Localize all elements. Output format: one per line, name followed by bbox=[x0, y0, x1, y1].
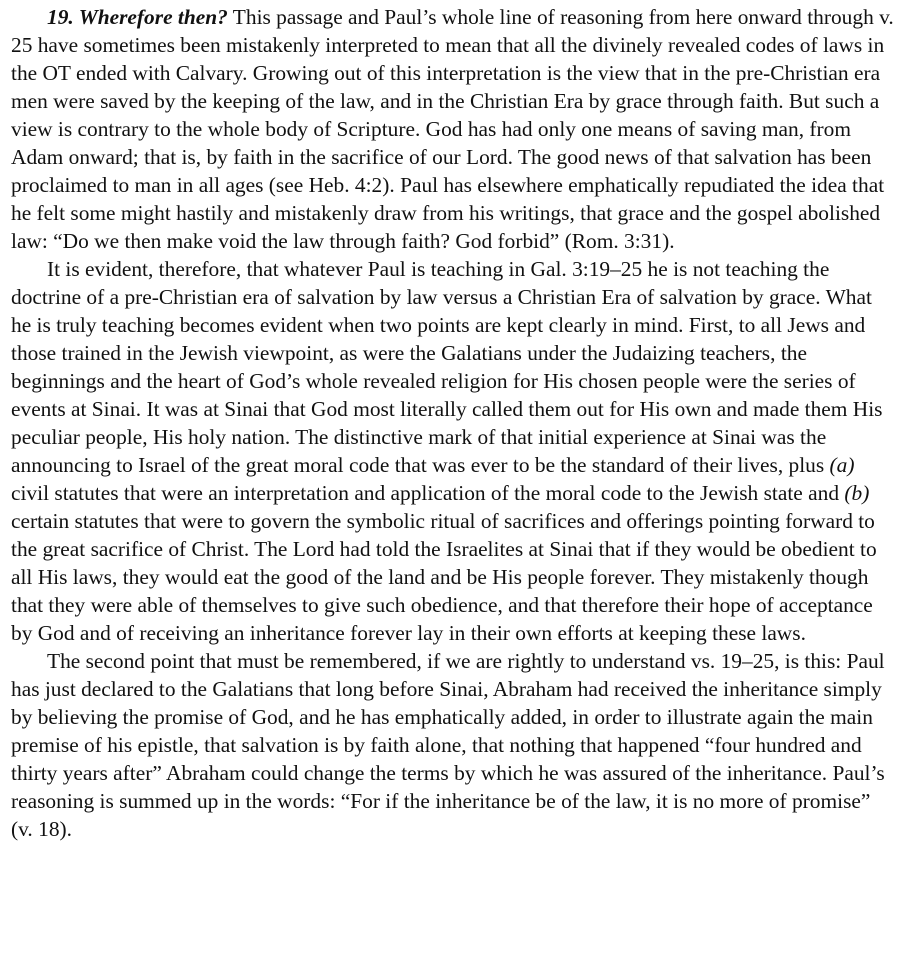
paragraph-text: It is evident, therefore, that whatever Paul is teaching in Gal. 3:19–25 he is not teaching the doctrine of a pre-Christian era of salvation by law versus a Christian Era of salvation by grace. What he is truly teaching becomes evident when two points are kept clearly in mind. First, to all Jews and those trained in the Jewish viewpoint, as were the Galatians under the Judaizing teachers, the beginnings and the heart of God’s whole revealed religion for His chosen people were the series of events at Sinai. It was at Sinai that God most literally called them out for His own and made them His peculiar people, His holy nation. The distinctive mark of that initial experience at Sinai was the announcing to Israel of the great moral code that was ever to be the standard of their lives, plus bbox=[11, 257, 883, 477]
paragraph-text: This passage and Paul’s whole line of reasoning from here onward through v. 25 have sometimes been mistakenly interpreted to mean that all the divinely revealed codes of laws in the OT ended with Calvary. Growing out of this interpretation is the view that in the pre-Christian era men were saved by the keeping of the law, and in the Christian Era by grace through faith. But such a view is contrary to the whole body of Scripture. God has had only one means of saving man, from Adam onward; that is, by faith in the sacrifice of our Lord. The good news of that salvation has been proclaimed to man in all ages (see Heb. 4:2). Paul has elsewhere emphatically repudiated the idea that he felt some might hastily and mistakenly draw from his writings, that grace and the gospel abolished law: “Do we then make void the law through faith? God forbid” (Rom. 3:31). bbox=[11, 5, 894, 253]
paragraph-text: The second point that must be remembered, if we are rightly to understand vs. 19–25, is this: Paul has just declared to the Galatians that long before Sinai, Abraham had received the inheritance simply by believing the promise of God, and he has emphatically added, in order to illustrate again the main premise of his epistle, that salvation is by faith alone, that nothing that happened “four hundred and thirty years after” Abraham could change the terms by which he was assured of the inheritance. Paul’s reasoning is summed up in the words: “For if the inheritance be of the law, it is no more of promise” (v. 18). bbox=[11, 649, 885, 841]
paragraph-wherefore-then bbox=[11, 3, 894, 255]
paragraph-text: civil statutes that were an interpretation and application of the moral code to the Jewish state and bbox=[11, 481, 845, 505]
verse-heading: 19. Wherefore then? bbox=[47, 5, 228, 29]
list-marker-a: (a) bbox=[829, 453, 855, 477]
paragraph-first-point bbox=[11, 255, 894, 647]
list-marker-b: (b) bbox=[844, 481, 870, 505]
paragraph-text: certain statutes that were to govern the symbolic ritual of sacrifices and offerings pointing forward to the great sacrifice of Christ. The Lord had told the Israelites at Sinai that if they would be obedient to all His laws, they would eat the good of the land and be His people forever. They mistakenly though that they were able of themselves to give such obedience, and that therefore their hope of acceptance by God and of receiving an inheritance forever lay in their own efforts at keeping these laws. bbox=[11, 509, 877, 645]
paragraph-second-point bbox=[11, 647, 894, 843]
